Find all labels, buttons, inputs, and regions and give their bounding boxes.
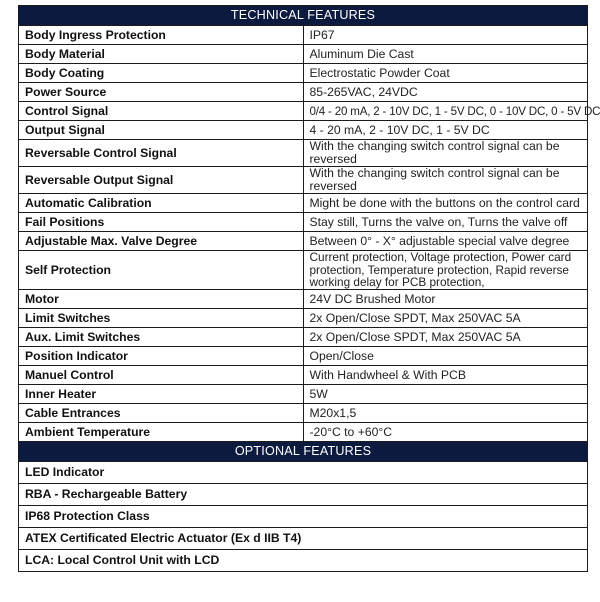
- spec-label: Power Source: [19, 83, 304, 102]
- optional-item: LED Indicator: [19, 462, 588, 484]
- optional-item: LCA: Local Control Unit with LCD: [19, 550, 588, 572]
- spec-value: Between 0° - X° adjustable special valve degree: [303, 232, 588, 251]
- spec-row-ambient-temperature: [19, 423, 588, 442]
- spec-label: Cable Entrances: [19, 404, 304, 423]
- spec-row-self-protection: [19, 251, 588, 290]
- spec-label: Body Coating: [19, 64, 304, 83]
- optional-row-led-indicator: [19, 462, 588, 484]
- spec-value: IP67: [303, 26, 588, 45]
- spec-label: Adjustable Max. Valve Degree: [19, 232, 304, 251]
- spec-value: Open/Close: [303, 347, 588, 366]
- spec-value: 0/4 - 20 mA, 2 - 10V DC, 1 - 5V DC, 0 - 10V DC, 0 - 5V DC: [303, 102, 588, 121]
- optional-row-rechargeable-battery: [19, 484, 588, 506]
- spec-row-adjustable-max-valve-degree: [19, 232, 588, 251]
- spec-label: Control Signal: [19, 102, 304, 121]
- spec-value: 24V DC Brushed Motor: [303, 290, 588, 309]
- spec-row-aux-limit-switches: [19, 328, 588, 347]
- spec-value: 2x Open/Close SPDT, Max 250VAC 5A: [303, 309, 588, 328]
- spec-value: 85-265VAC, 24VDC: [303, 83, 588, 102]
- technical-features-header: [19, 6, 588, 26]
- spec-value: -20°C to +60°C: [303, 423, 588, 442]
- spec-row-motor: [19, 290, 588, 309]
- features-table: [18, 5, 600, 572]
- spec-row-manuel-control: [19, 366, 588, 385]
- features-sheet: [18, 5, 600, 572]
- optional-row-ip68-protection: [19, 506, 588, 528]
- spec-label: Motor: [19, 290, 304, 309]
- spec-row-power-source: [19, 83, 588, 102]
- spec-label: Reversable Control Signal: [19, 140, 304, 167]
- optional-features-title: OPTIONAL FEATURES: [19, 442, 588, 462]
- spec-label: Manuel Control: [19, 366, 304, 385]
- spec-value: With Handwheel & With PCB: [303, 366, 588, 385]
- technical-features-title: TECHNICAL FEATURES: [19, 6, 588, 26]
- spec-label: Position Indicator: [19, 347, 304, 366]
- spec-label: Limit Switches: [19, 309, 304, 328]
- optional-item: RBA - Rechargeable Battery: [19, 484, 588, 506]
- optional-features-header: [19, 442, 588, 462]
- spec-value: With the changing switch control signal can be reversed: [303, 140, 588, 167]
- spec-value: With the changing switch control signal can be reversed: [303, 167, 588, 194]
- spec-value: 2x Open/Close SPDT, Max 250VAC 5A: [303, 328, 588, 347]
- spec-row-limit-switches: [19, 309, 588, 328]
- optional-item: IP68 Protection Class: [19, 506, 588, 528]
- spec-label: Ambient Temperature: [19, 423, 304, 442]
- spec-value: Might be done with the buttons on the control card: [303, 194, 588, 213]
- optional-row-atex-actuator: [19, 528, 588, 550]
- spec-value: Current protection, Voltage protection, Power card protection, Temperature protection, Rapid reverse working delay for PCB protection,: [303, 251, 588, 290]
- spec-value: Electrostatic Powder Coat: [303, 64, 588, 83]
- spec-row-fail-positions: [19, 213, 588, 232]
- spec-value: Aluminum Die Cast: [303, 45, 588, 64]
- spec-row-reversable-output-signal: [19, 167, 588, 194]
- spec-value: 5W: [303, 385, 588, 404]
- spec-row-body-material: [19, 45, 588, 64]
- spec-row-cable-entrances: [19, 404, 588, 423]
- spec-label: Body Ingress Protection: [19, 26, 304, 45]
- spec-row-body-ingress-protection: [19, 26, 588, 45]
- spec-label: Fail Positions: [19, 213, 304, 232]
- spec-label: Reversable Output Signal: [19, 167, 304, 194]
- optional-item: ATEX Certificated Electric Actuator (Ex d IIB T4): [19, 528, 588, 550]
- spec-value: 4 - 20 mA, 2 - 10V DC, 1 - 5V DC: [303, 121, 588, 140]
- spec-value: Stay still, Turns the valve on, Turns the valve off: [303, 213, 588, 232]
- spec-row-reversable-control-signal: [19, 140, 588, 167]
- spec-row-automatic-calibration: [19, 194, 588, 213]
- spec-row-position-indicator: [19, 347, 588, 366]
- spec-label: Aux. Limit Switches: [19, 328, 304, 347]
- spec-value: M20x1,5: [303, 404, 588, 423]
- spec-row-control-signal: [19, 102, 588, 121]
- optional-row-local-control-unit: [19, 550, 588, 572]
- spec-row-body-coating: [19, 64, 588, 83]
- spec-row-inner-heater: [19, 385, 588, 404]
- spec-label: Self Protection: [19, 251, 304, 290]
- spec-label: Automatic Calibration: [19, 194, 304, 213]
- spec-label: Output Signal: [19, 121, 304, 140]
- spec-label: Inner Heater: [19, 385, 304, 404]
- spec-label: Body Material: [19, 45, 304, 64]
- spec-row-output-signal: [19, 121, 588, 140]
